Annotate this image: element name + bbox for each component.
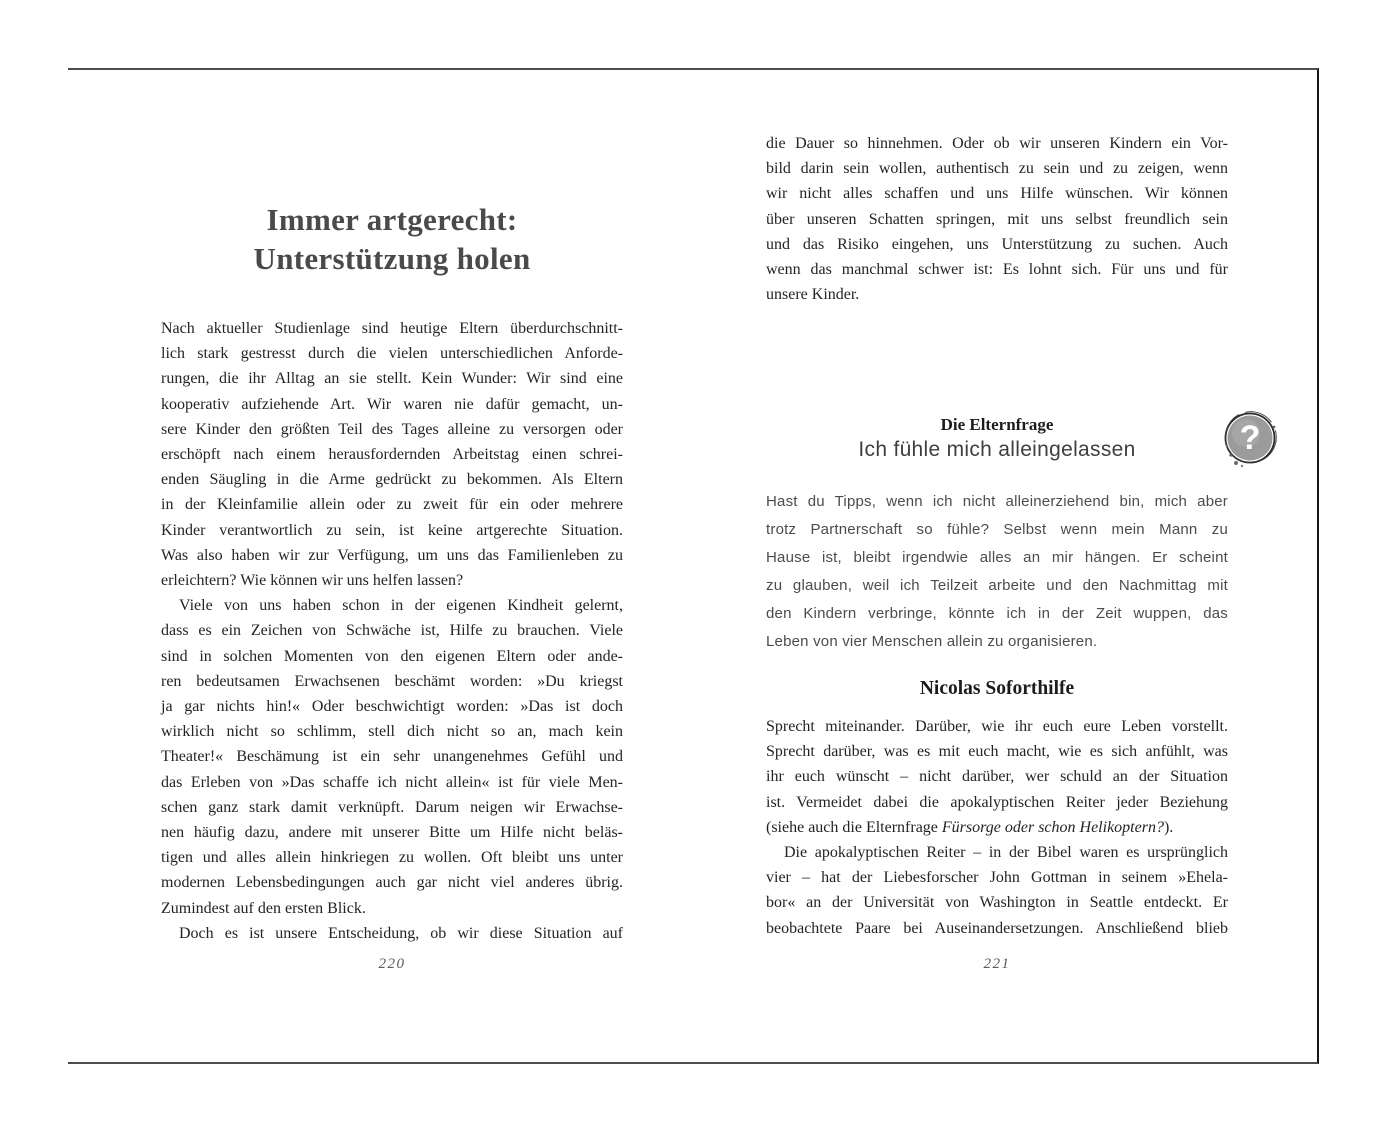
- text-run: (siehe auch die Elternfrage: [766, 818, 942, 836]
- text-line: Zumindest auf den ersten Blick.: [161, 899, 366, 917]
- text-line: wirklich nicht so schlimm, stell dich nicht so an, mach kein: [161, 723, 623, 741]
- text-line: ist. Vermeidet dabei die apokalyptischen Reiter jeder Beziehung: [766, 793, 1228, 811]
- text-line: Die apokalyptischen Reiter – in der Bibel waren es ursprünglich: [784, 844, 1228, 862]
- text-line: wenn das manchmal schwer ist: Es lohnt sich. Für uns und für: [766, 261, 1228, 279]
- text-line: trotz Partnerschaft so fühle? Selbst wenn mein Mann zu: [766, 521, 1228, 538]
- text-line: Sprecht miteinander. Darüber, wie ihr euch eure Leben vorstellt.: [766, 718, 1228, 735]
- text-line: rungen, die ihr Alltag an sie stellt. Kein Wunder: Wir sind eine: [161, 370, 623, 388]
- text-line: nen häufig dazu, andere mit unserer Bitte um Hilfe nicht beläs-: [161, 824, 623, 842]
- text-line: ja gar nichts hin!« Oder beschwichtigt worden: »Das ist doch: [161, 698, 623, 716]
- text-line: das Erleben von »Das schaffe ich nicht allein« ist für viele Men-: [161, 773, 623, 791]
- text-line: vier – hat der Liebesforscher John Gottman in seinem »Ehela-: [766, 869, 1228, 887]
- text-line: sere Kinder den größten Teil des Tages alleine zu versorgen oder: [161, 420, 623, 438]
- text-line: den Kindern verbringe, könnte ich in der Zeit wuppen, das: [766, 605, 1228, 622]
- text-line: Was also haben wir zur Verfügung, um uns das Familienleben zu: [161, 546, 623, 564]
- elternfrage-question: [766, 488, 1228, 656]
- text-line: schen ganz stark damit verknüpft. Darum neigen wir Erwachse-: [161, 798, 623, 816]
- text-line: kooperativ aufziehende Art. Wir waren nie dafür gemacht, un-: [161, 395, 623, 413]
- text-line: Leben von vier Menschen allein zu organisieren.: [766, 633, 1098, 650]
- text-line: sind in solchen Momenten von den eigenen Eltern oder ande-: [161, 647, 623, 665]
- text-line: Hause ist, bleibt irgendwie alles an mir hängen. Er scheint: [766, 549, 1228, 566]
- right-page-body: [766, 714, 1228, 941]
- elternfrage-kicker: Die Elternfrage: [940, 415, 1054, 434]
- text-line: ihr euch wünscht – nicht darüber, wer schuld an der Situation: [766, 768, 1228, 786]
- elternfrage-title: Ich fühle mich alleingelassen: [858, 438, 1136, 461]
- text-line: beobachtete Paare bei Auseinandersetzungen. Anschließend blieb: [766, 919, 1228, 937]
- text-line: ren bedeutsamen Erwachsenen beschämt worden: »Du kriegst: [161, 672, 623, 690]
- text-line: dass es ein Zeichen von Schwäche ist, Hilfe zu brauchen. Viele: [161, 622, 623, 640]
- text-line: erleichtern? Wie können wir uns helfen lassen?: [161, 572, 464, 590]
- text-line: Nach aktueller Studienlage sind heutige Eltern überdurchschnitt-: [161, 320, 623, 337]
- text-line: wir nicht alles schaffen und uns Hilfe wünschen. Wir können: [766, 185, 1228, 203]
- text-line: die Dauer so hinnehmen. Oder ob wir unseren Kindern ein Vor-: [766, 135, 1228, 152]
- chapter-heading-line1: Immer artgerecht:: [266, 202, 518, 237]
- text-line: zu glauben, weil ich Teilzeit arbeite und den Nachmittag mit: [766, 577, 1228, 594]
- text-line: Viele von uns haben schon in der eigenen Kindheit gelernt,: [179, 597, 623, 615]
- soforthilfe-heading: Nicolas Soforthilfe: [919, 678, 1075, 699]
- text-line: [766, 815, 1228, 840]
- text-run: ).: [1163, 818, 1174, 836]
- text-line: Doch es ist unsere Entscheidung, ob wir diese Situation auf: [179, 924, 623, 942]
- text-line: enden Säugling in die Arme gedrückt zu bekommen. Als Eltern: [161, 471, 623, 489]
- svg-text:?: ?: [1239, 419, 1261, 457]
- chapter-heading-line2: Unterstützung holen: [253, 241, 531, 276]
- text-line: über unseren Schatten springen, mit uns selbst freundlich sein: [766, 210, 1228, 228]
- text-line: lich stark gestresst durch die vielen unterschiedlichen Anforde-: [161, 345, 623, 363]
- chapter-heading: [161, 200, 623, 278]
- text-line: Kinder verantwortlich zu sein, ist keine artgerechte Situation.: [161, 521, 623, 539]
- text-line: erschöpft nach einem herausfordernden Arbeitstag einen schrei-: [161, 446, 623, 464]
- text-line: modernen Lebensbedingungen auch gar nicht viel anderes übrig.: [161, 874, 623, 892]
- text-line: unsere Kinder.: [766, 286, 860, 304]
- right-page-intro: [766, 131, 1228, 307]
- question-mark-icon: [1222, 410, 1280, 472]
- text-line: in der Kleinfamilie allein oder zu zweit für ein oder mehrere: [161, 496, 623, 514]
- page-number-left: 220: [378, 956, 406, 972]
- text-line: Sprecht darüber, was es mit euch macht, wie es sich anfühlt, was: [766, 743, 1228, 761]
- text-line: und das Risiko eingehen, uns Unterstützung zu suchen. Auch: [766, 235, 1228, 253]
- text-line: bor« an der Universität von Washington in Seattle entdeckt. Er: [766, 894, 1228, 912]
- text-line: Hast du Tipps, wenn ich nicht alleinerziehend bin, mich aber: [766, 493, 1228, 510]
- italic-text-run: Fürsorge oder schon Helikoptern?: [941, 818, 1164, 836]
- left-page-body: [161, 316, 623, 946]
- text-line: tigen und alles allein hinkriegen zu wollen. Oft bleibt uns unter: [161, 849, 623, 867]
- text-line: bild darin sein wollen, authentisch zu sein und zu zeigen, wenn: [766, 160, 1228, 178]
- text-line: Theater!« Beschämung ist ein sehr unangenehmes Gefühl und: [161, 748, 623, 766]
- page-number-right: 221: [983, 956, 1011, 972]
